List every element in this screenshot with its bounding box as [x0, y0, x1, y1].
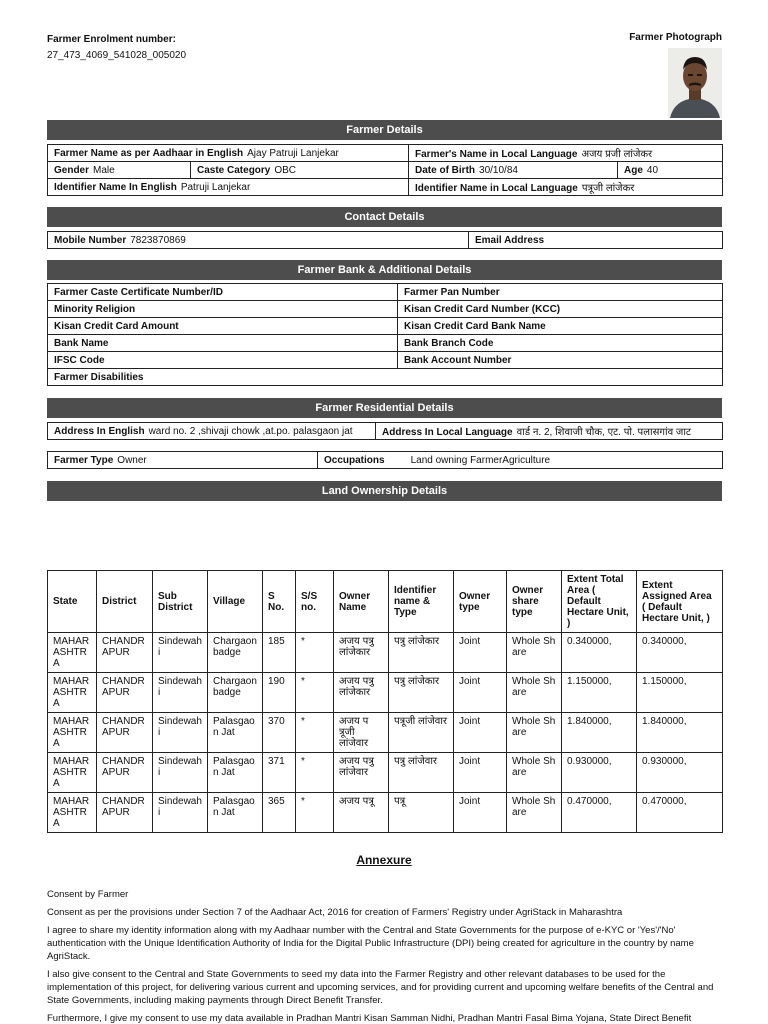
kcc-bank-label: Kisan Credit Card Bank Name	[398, 318, 723, 335]
farmer-type-cell: Farmer Type Owner	[48, 452, 318, 469]
cell-s-no: 365	[263, 793, 296, 833]
farmer-portrait-image	[668, 48, 722, 118]
cell-owner-name: अजय पत्रू	[334, 793, 389, 833]
cell-ss-no: *	[296, 713, 334, 753]
table-row	[48, 713, 723, 753]
mobile-value: 7823870869	[130, 234, 186, 246]
annexure-paragraph: Furthermore, I give my consent to use my data available in Pradhan Mantri Kisan Samman Nidhi, Pradhan Mantri Fasal Bima Yojana, State Direct Benefit	[47, 1013, 692, 1024]
identifier-local-cell: Identifier Name in Local Language पत्रूजी लांजेकर	[409, 179, 723, 196]
contact-details-table	[47, 231, 723, 249]
land-details-header: Land Ownership Details	[47, 481, 722, 501]
col-ss-no: S/S no.	[296, 571, 334, 633]
ifsc-label: IFSC Code	[48, 352, 398, 369]
cell-owner-type: Joint	[454, 753, 507, 793]
cell-district: CHANDRAPUR	[97, 633, 153, 673]
col-share-type: Owner share type	[507, 571, 562, 633]
annexure-paragraph: I also give consent to the Central and State Governments to seed my data into the Farmer Registry and other relevant databases to be used for the implementation of this project, for delivering various current and upcoming services, and for providing current and upcoming welfare benefits of the Central and State Governments, including making payments through Direct Benefit Transfer.	[47, 969, 714, 1006]
occupations-cell: Occupations Land owning FarmerAgriculture	[318, 452, 723, 469]
cell-district: CHANDRAPUR	[97, 753, 153, 793]
cell-total-area: 1.150000,	[562, 673, 637, 713]
enrolment-label: Farmer Enrolment number:	[47, 34, 176, 45]
table-row	[48, 673, 723, 713]
cell-district: CHANDRAPUR	[97, 673, 153, 713]
table-row	[48, 793, 723, 833]
cell-state: MAHARASHTRA	[48, 753, 97, 793]
annexure-paragraph: Consent as per the provisions under Section 7 of the Aadhaar Act, 2016 for creation of Farmers' Registry under AgriStack in Maharashtra	[47, 907, 623, 918]
minority-religion-label: Minority Religion	[48, 301, 398, 318]
cell-identifier: पत्रूजी लांजेवार	[389, 713, 454, 753]
cell-identifier: पत्रु लांजेकार	[389, 673, 454, 713]
annexure-text	[47, 888, 722, 1024]
col-village: Village	[208, 571, 263, 633]
bank-details-header: Farmer Bank & Additional Details	[47, 260, 722, 280]
farmer-details-header: Farmer Details	[47, 120, 722, 140]
cell-share-type: Whole Share	[507, 673, 562, 713]
annexure-paragraph: I agree to share my identity information along with my Aadhaar number with the Central and State Governments for the purpose of e-KYC or 'Yes'/'No' authentication with the Unique Identification Authority of India for the Digital Public Infrastructure (DPI) being created for agriculture in the country by name AgriStack.	[47, 925, 694, 962]
cell-share-type: Whole Share	[507, 633, 562, 673]
cell-assigned-area: 0.930000,	[637, 753, 723, 793]
cell-assigned-area: 1.150000,	[637, 673, 723, 713]
cell-owner-name: अजय पत्रु लांजेवार	[334, 753, 389, 793]
cell-identifier: पत्रु लांजेवार	[389, 753, 454, 793]
col-s-no: S No.	[263, 571, 296, 633]
enrolment-number: 27_473_4069_541028_005020	[47, 50, 187, 61]
cell-s-no: 370	[263, 713, 296, 753]
address-local-cell: Address In Local Language वार्ड न. 2, शिवाजी चौक, एट. पो. पलासगांव जाट	[376, 423, 723, 440]
dob-cell: Date of Birth 30/10/84	[409, 162, 618, 179]
kcc-number-label: Kisan Credit Card Number (KCC)	[398, 301, 723, 318]
account-number-label: Bank Account Number	[398, 352, 723, 369]
cell-sub-district: Sindewahi	[153, 713, 208, 753]
bank-name-label: Bank Name	[48, 335, 398, 352]
gender-cell: Gender Male	[48, 162, 191, 179]
cell-ss-no: *	[296, 633, 334, 673]
cell-sub-district: Sindewahi	[153, 633, 208, 673]
cell-district: CHANDRAPUR	[97, 793, 153, 833]
table-row	[48, 753, 723, 793]
residential-details-header: Farmer Residential Details	[47, 398, 722, 418]
dob-value: 30/10/84	[479, 164, 518, 176]
cell-ss-no: *	[296, 753, 334, 793]
photo-label: Farmer Photograph	[629, 32, 722, 43]
cell-sub-district: Sindewahi	[153, 753, 208, 793]
cell-share-type: Whole Share	[507, 793, 562, 833]
cell-share-type: Whole Share	[507, 713, 562, 753]
cell-sub-district: Sindewahi	[153, 673, 208, 713]
cell-s-no: 190	[263, 673, 296, 713]
age-value: 40	[646, 164, 659, 176]
col-state: State	[48, 571, 97, 633]
col-owner-type: Owner type	[454, 571, 507, 633]
cell-owner-type: Joint	[454, 633, 507, 673]
cell-total-area: 1.840000,	[562, 713, 637, 753]
age-cell: Age 40	[618, 162, 723, 179]
land-table-body	[48, 633, 723, 833]
pan-label: Farmer Pan Number	[398, 284, 723, 301]
cell-village: Palasgaon Jat	[208, 713, 263, 753]
gender-value: Male	[93, 164, 115, 176]
cell-assigned-area: 1.840000,	[637, 713, 723, 753]
farmer-name-local: अजय प्रजी लांजेकर	[581, 149, 653, 160]
land-ownership-table	[47, 570, 723, 833]
cell-village: Chargaonbadge	[208, 633, 263, 673]
annexure-paragraph: Consent by Farmer	[47, 889, 129, 900]
cell-assigned-area: 0.340000,	[637, 633, 723, 673]
cell-state: MAHARASHTRA	[48, 713, 97, 753]
cell-ss-no: *	[296, 673, 334, 713]
caste-value: OBC	[274, 164, 297, 176]
address-en-cell: Address In English ward no. 2 ,shivaji chowk ,at.po. palasgaon jat	[48, 423, 376, 440]
identifier-en-cell: Identifier Name In English Patruji Lanjekar	[48, 179, 409, 196]
identifier-local: पत्रूजी लांजेकर	[581, 183, 635, 194]
cell-assigned-area: 0.470000,	[637, 793, 723, 833]
farmer-name-en: Ajay Patruji Lanjekar	[247, 147, 339, 159]
cell-state: MAHARASHTRA	[48, 633, 97, 673]
cell-share-type: Whole Share	[507, 753, 562, 793]
occupations-value: Land owning FarmerAgriculture	[410, 454, 551, 466]
farmer-type-value: Owner	[117, 454, 147, 466]
farmer-details-table	[47, 144, 723, 196]
identifier-en: Patruji Lanjekar	[180, 181, 251, 193]
cell-identifier: पत्रू	[389, 793, 454, 833]
col-owner-name: Owner Name	[334, 571, 389, 633]
kcc-amount-label: Kisan Credit Card Amount	[48, 318, 398, 335]
farmer-name-en-cell: Farmer Name as per Aadhaar in English Ajay Patruji Lanjekar	[48, 145, 409, 162]
cell-identifier: पत्रु लांजेकार	[389, 633, 454, 673]
cell-village: Palasgaon Jat	[208, 753, 263, 793]
address-table	[47, 422, 723, 440]
cell-owner-name: अजय पत्रु लांजेकार	[334, 673, 389, 713]
enrolment-block	[47, 32, 186, 64]
address-local: वार्ड न. 2, शिवाजी चौक, एट. पो. पलासगांव जाट	[516, 427, 691, 438]
col-total-area: Extent Total Area ( Default Hectare Unit, )	[562, 571, 637, 633]
bank-details-table	[47, 283, 723, 386]
col-assigned-area: Extent Assigned Area ( Default Hectare Unit, )	[637, 571, 723, 633]
email-cell: Email Address	[469, 232, 723, 249]
cell-state: MAHARASHTRA	[48, 673, 97, 713]
annexure-title: Annexure	[356, 853, 412, 867]
cell-owner-type: Joint	[454, 673, 507, 713]
farmer-type-table	[47, 451, 723, 469]
cell-district: CHANDRAPUR	[97, 713, 153, 753]
cell-ss-no: *	[296, 793, 334, 833]
caste-cell: Caste Category OBC	[191, 162, 409, 179]
cell-s-no: 185	[263, 633, 296, 673]
cell-sub-district: Sindewahi	[153, 793, 208, 833]
cell-total-area: 0.470000,	[562, 793, 637, 833]
land-table-header-row	[48, 571, 723, 633]
disabilities-label: Farmer Disabilities	[48, 369, 723, 386]
cell-total-area: 0.930000,	[562, 753, 637, 793]
table-row	[48, 633, 723, 673]
cell-state: MAHARASHTRA	[48, 793, 97, 833]
cell-owner-name: अजय पत्रु लांजेकार	[334, 633, 389, 673]
cell-total-area: 0.340000,	[562, 633, 637, 673]
cell-s-no: 371	[263, 753, 296, 793]
mobile-cell: Mobile Number 7823870869	[48, 232, 469, 249]
col-sub-district: Sub District	[153, 571, 208, 633]
address-en: ward no. 2 ,shivaji chowk ,at.po. palasgaon jat	[148, 425, 353, 437]
cell-owner-type: Joint	[454, 713, 507, 753]
contact-details-header: Contact Details	[47, 207, 722, 227]
col-district: District	[97, 571, 153, 633]
branch-code-label: Bank Branch Code	[398, 335, 723, 352]
cell-village: Chargaonbadge	[208, 673, 263, 713]
farmer-name-local-cell: Farmer's Name in Local Language अजय प्रजी लांजेकर	[409, 145, 723, 162]
farmer-photo	[668, 48, 722, 118]
col-identifier: Identifier name & Type	[389, 571, 454, 633]
cell-village: Palasgaon Jat	[208, 793, 263, 833]
cell-owner-name: अजय पत्रूजी लांजेवार	[334, 713, 389, 753]
cell-owner-type: Joint	[454, 793, 507, 833]
caste-certificate-label: Farmer Caste Certificate Number/ID	[48, 284, 398, 301]
